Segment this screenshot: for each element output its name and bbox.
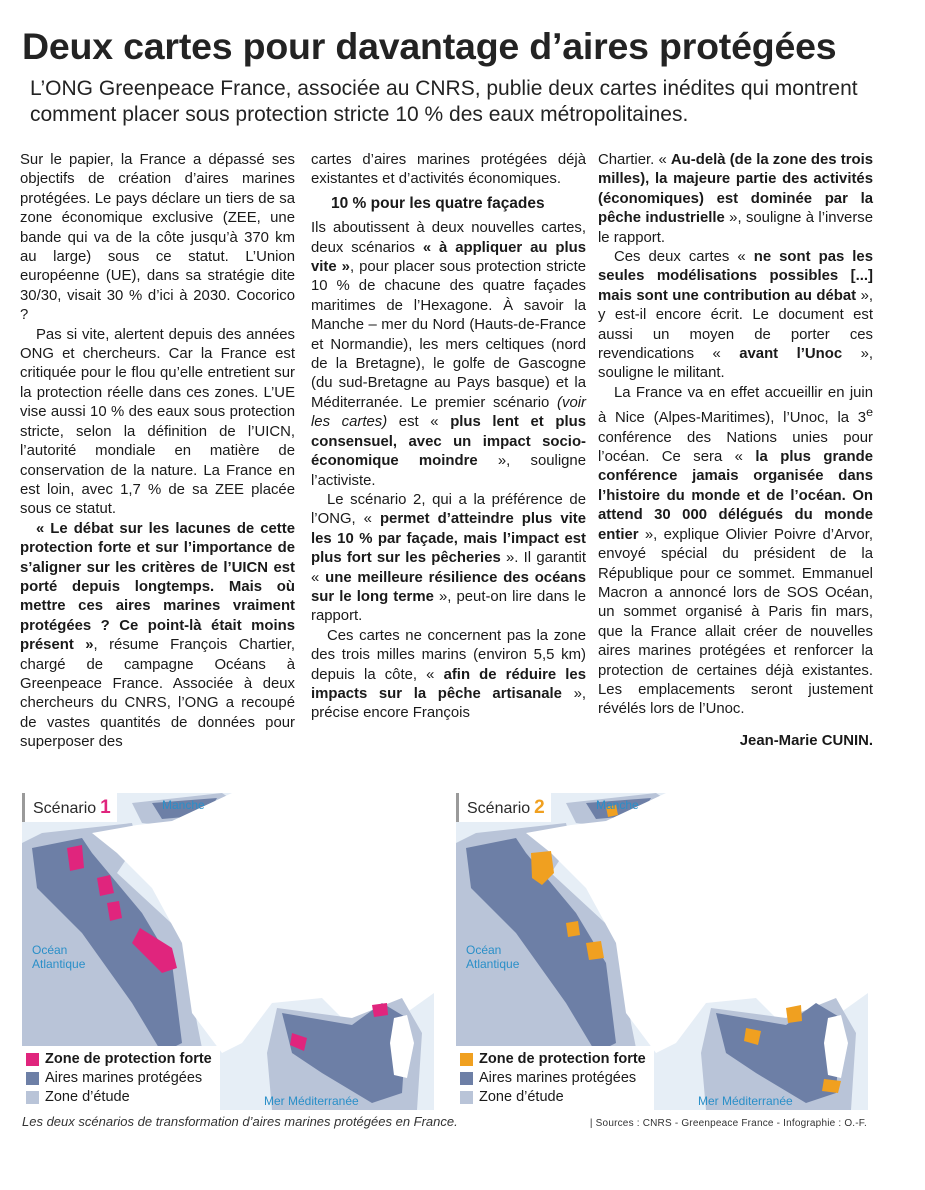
column-3 xyxy=(598,151,873,751)
superscript: e xyxy=(866,405,873,420)
legend-item-strong xyxy=(26,1050,212,1069)
text-span: Le scénario 2, qui a la préférence de l’ONG, « xyxy=(311,491,586,528)
text-span: , résume François Chartier, chargé de campagne Océans à Greenpeace France. Associée à deux chercheurs du CNRS, l’ONG a recoupé de vastes quantités de données pour superposer des xyxy=(20,637,295,751)
figure-caption: Les deux scénarios de transformation d’aires marines protégées en France. xyxy=(22,1114,458,1129)
legend-label: Zone d’étude xyxy=(479,1089,564,1105)
sea-label-ocean-atlantique xyxy=(466,943,519,971)
text-span: », explique Olivier Poivre d’Arvor, envoyé spécial du président de la République pour ce sommet. Emmanuel Macron a annoncé lors de SOS Océan, un sommet organisé à Paris fin mars, que la France allait créer de nouvelles aires marines protégées et renforcer la protection de certaines déjà existantes. Les emplacements seront justement révélés lors de l’Unoc. xyxy=(598,526,873,718)
text-span: », peut-on lire dans le rapport. xyxy=(311,588,587,625)
scenario-number: 2 xyxy=(534,797,545,818)
text-span: ». Il garantit « xyxy=(311,550,586,586)
standfirst: L’ONG Greenpeace France, associée au CNRS, publie deux cartes inédites qui montrent comment placer sous protection stricte 10 % des eaux métropolitaines. xyxy=(30,77,858,126)
legend-item-study xyxy=(26,1088,212,1107)
strong-zone-7 xyxy=(822,1079,841,1093)
scenario-label xyxy=(22,793,117,822)
author-signature: Jean-Marie CUNIN. xyxy=(739,732,873,749)
text-span: », souligne à l’inverse le rapport. xyxy=(598,210,874,246)
legend-item-amp xyxy=(460,1069,646,1088)
quote-bold: « Le débat sur les lacunes de cette protection forte et sur l’importance de s’aligner sur les critères de l’UICN est porté depuis longtemps. Mais où mettre ces aires marines vraiment protégées ? Ce point-là était moins présent » xyxy=(20,520,295,654)
headline: Deux cartes pour davantage d’aires protégées xyxy=(22,25,837,67)
text-span: est « xyxy=(387,414,451,431)
quote-bold: « à appliquer au plus vite » xyxy=(311,239,586,276)
map-legend xyxy=(22,1046,220,1110)
legend-swatch xyxy=(26,1053,39,1066)
column-2 xyxy=(311,151,586,724)
sources-credit: | Sources : CNRS - Greenpeace France - Infographie : O.-F. xyxy=(589,1118,867,1129)
quote-bold: afin de réduire les impacts sur la pêche artisanale xyxy=(311,666,586,702)
legend-swatch xyxy=(460,1072,473,1085)
quote-bold: avant l’Unoc xyxy=(739,346,843,363)
legend-label: Aires marines protégées xyxy=(479,1070,637,1086)
text-span: Ces cartes ne concernent pas la zone des trois milles marins (environ 5,5 km) depuis la côte, « xyxy=(311,627,586,683)
legend-swatch xyxy=(460,1053,473,1066)
scenario-word: Scénario xyxy=(467,800,531,817)
scenario-number: 1 xyxy=(100,797,111,818)
strong-zone-6 xyxy=(372,1003,388,1017)
legend-swatch xyxy=(26,1072,39,1085)
paragraph xyxy=(598,248,873,384)
legend-label: Zone d’étude xyxy=(45,1089,130,1105)
legend-item-amp xyxy=(26,1069,212,1088)
text-span: », précise encore François xyxy=(311,685,586,722)
label-line: Océan xyxy=(32,943,68,957)
scenario-label xyxy=(456,793,551,822)
quote-bold: ne sont pas les seules modélisations possibles [...] mais sont une contribution au débat xyxy=(598,249,873,304)
quote-bold: Au-delà (de la zone des trois milles), la majeure partie des activités (économiques) est dominée par la pêche industrielle xyxy=(598,152,874,227)
paragraph: Sur le papier, la France a dépassé ses objectifs de création d’aires marines protégées. Le pays déclare un tiers de sa zone économique exclusive (ZEE, une bande qui va de la côte jusqu’à 370 km au large) sous ce statut. L’Union européenne (UE), dans sa stratégie dite 30/30, visait 30 % d’ici à 2030. Cocorico ? xyxy=(20,152,295,324)
legend-label: Zone de protection forte xyxy=(479,1051,646,1067)
legend-item-strong xyxy=(460,1050,646,1069)
column-1 xyxy=(20,151,295,753)
quote-bold: permet d’atteindre plus vite les 10 % par façade, mais l’impact est plus fort sur les pêcheries xyxy=(311,511,586,567)
sea-label-mediterranee: Mer Méditerranée xyxy=(698,1094,793,1108)
map-scenario-2 xyxy=(456,793,868,1110)
text-italic: (voir les cartes) xyxy=(311,394,586,431)
legend-item-study xyxy=(460,1088,646,1107)
paragraph xyxy=(311,219,586,491)
label-line: Atlantique xyxy=(466,957,520,971)
label-line: Océan xyxy=(466,943,502,957)
text-span: conférence des Nations unies pour l’océan. Ce sera « xyxy=(598,429,873,466)
legend-swatch xyxy=(26,1091,39,1104)
text-span: La France va en effet accueillir en juin à Nice (Alpes-Maritimes), l’Unoc, la 3 xyxy=(598,384,873,427)
sea-label-ocean-atlantique xyxy=(32,943,85,971)
paragraph: Pas si vite, alertent depuis des années ONG et chercheurs. Car la France est critiquée pour le flou qu’elle entretient sur la protection réelle dans ces zones. L’UE vise aussi 10 % des eaux sous protection stricte, selon la définition de l’UICN, l’autorité mondiale en matière de conservation de la nature. La France en est loin, avec 1,7 % de sa ZEE placée sous ce statut. xyxy=(20,326,295,518)
strong-zone-1 xyxy=(67,845,84,871)
legend-label: Aires marines protégées xyxy=(45,1070,203,1086)
text-span: », souligne le militant. xyxy=(598,346,873,382)
paragraph xyxy=(598,151,873,248)
quote-bold: plus lent et plus consensuel, avec un impact socio-économique moindre xyxy=(311,414,586,470)
sea-label-manche: Manche xyxy=(162,798,205,812)
map-scenario-1 xyxy=(22,793,434,1110)
sea-label-manche: Manche xyxy=(596,798,639,812)
text-span: », y est-il encore écrit. Le document est aussi un moyen de porter ces revendications « xyxy=(598,287,873,363)
text-span: Ces deux cartes « xyxy=(614,249,754,266)
article-body xyxy=(20,151,874,771)
text-span: Ils aboutissent à deux nouvelles cartes, deux scénarios xyxy=(311,220,586,256)
paragraph xyxy=(311,627,586,724)
subheading: 10 % pour les quatre façades xyxy=(331,194,545,212)
text-span: Chartier. « xyxy=(598,152,671,168)
sea-label-mediterranee: Mer Méditerranée xyxy=(264,1094,359,1108)
strong-zone-3 xyxy=(586,941,604,960)
text-span: , pour placer sous protection stricte 10 % de chacune des quatre façades maritimes de l’Hexagone. À savoir la Manche – mer du Nord (Hauts-de-France et Normandie), les mers celtiques (nord de la Bretagne), le golfe de Gascogne (du sud-Bretagne au Pays basque) et la Méditerranée. Le premier scénario xyxy=(311,259,587,411)
legend-label: Zone de protection forte xyxy=(45,1051,212,1067)
map-legend xyxy=(456,1046,654,1110)
label-line: Atlantique xyxy=(32,957,86,971)
scenario-word: Scénario xyxy=(33,800,97,817)
quote-bold: une meilleure résilience des océans sur le long terme xyxy=(311,569,587,605)
paragraph xyxy=(20,520,295,753)
paragraph xyxy=(311,491,586,627)
paragraph xyxy=(598,384,873,720)
strong-zone-2 xyxy=(566,921,580,937)
legend-swatch xyxy=(460,1091,473,1104)
text-span: », souligne l’activiste. xyxy=(311,453,586,489)
quote-bold: la plus grande conférence jamais organisée dans l’histoire du monde et de l’océan. On attend 30 000 délégués du monde entier xyxy=(598,449,873,543)
paragraph: cartes d’aires marines protégées déjà existantes et d’activités économiques. xyxy=(311,152,586,188)
strong-zone-5 xyxy=(786,1005,802,1023)
